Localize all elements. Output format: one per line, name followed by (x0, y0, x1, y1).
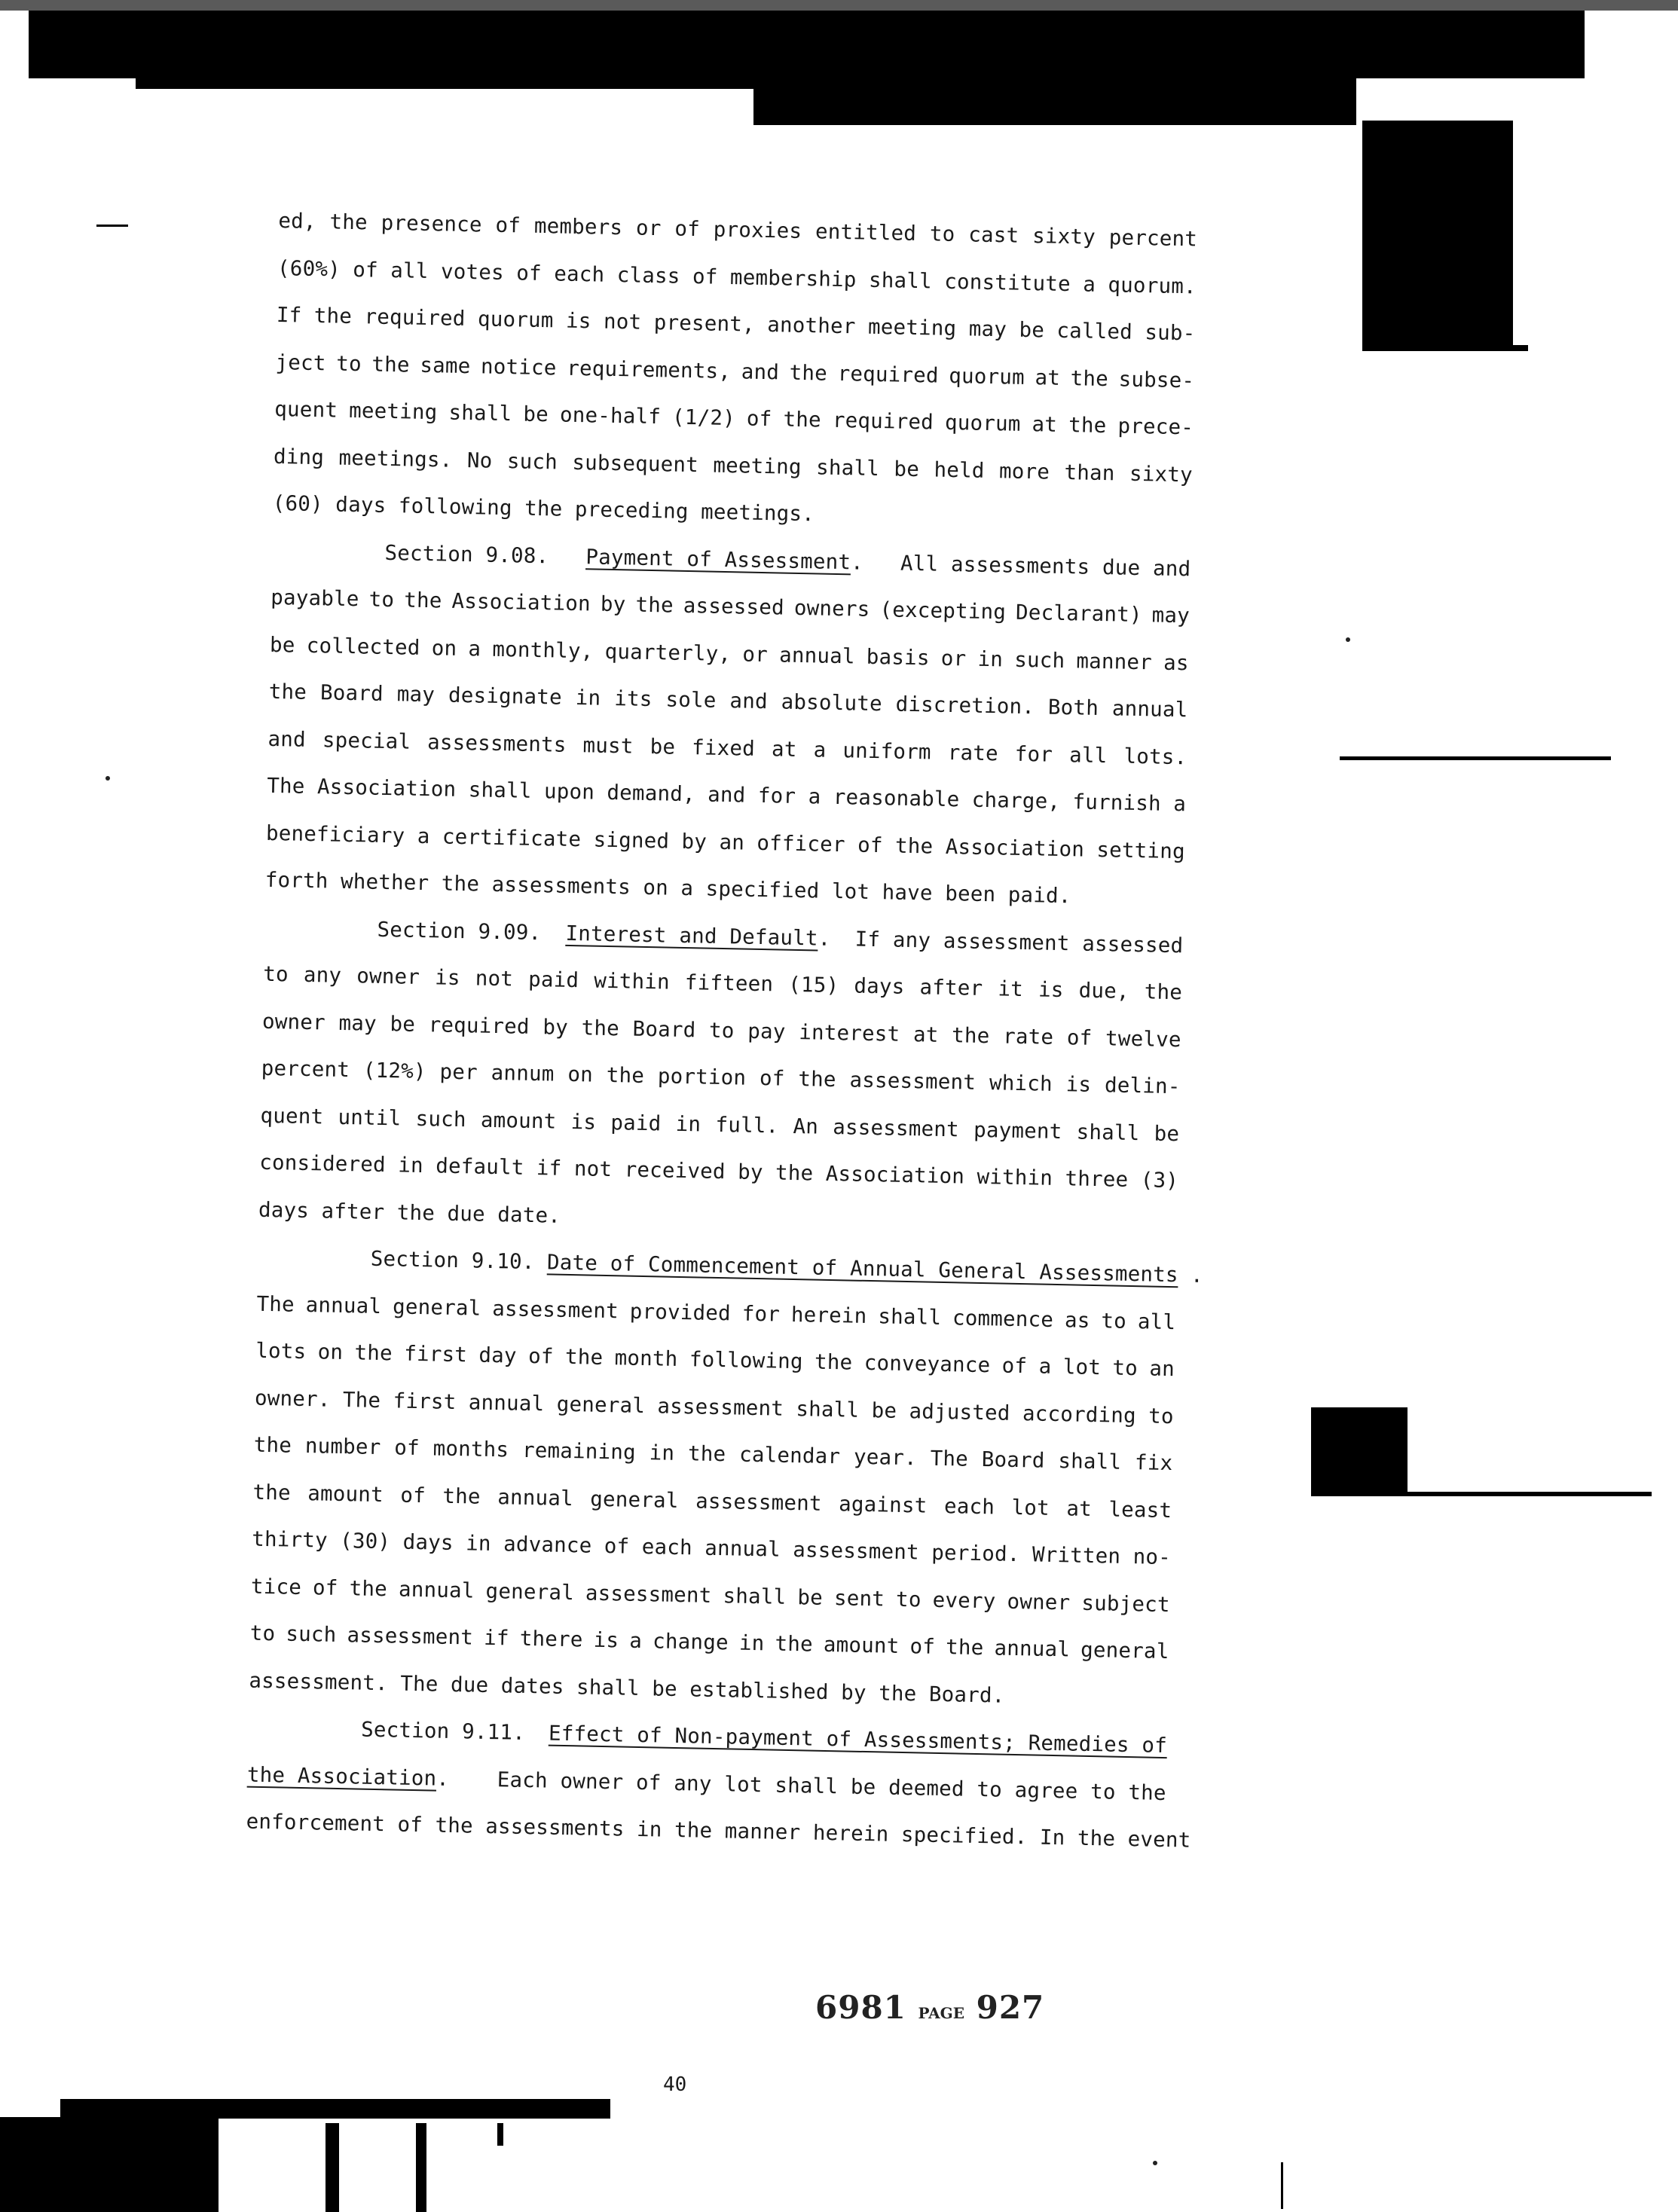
text-line: ed, the presence of members or of proxies entitled to cast sixty percent (278, 208, 1198, 252)
section-lead-text: Each owner of any lot shall be deemed to agree to the (497, 1767, 1167, 1805)
section-title: Effect of Non-payment of Assessments; Remedies of (548, 1721, 1168, 1758)
scan-line-bottom-right (1281, 2162, 1283, 2209)
scan-speck (1346, 637, 1350, 642)
text-line: quent meeting shall be one-half (1/2) of the required quorum at the prece- (274, 396, 1194, 440)
text-line: (60%) of all votes of each class of membership shall constitute a quorum. (277, 255, 1197, 298)
text-line: to any owner is not paid within fifteen (15) days after it is due, the (262, 961, 1183, 1005)
text-line: lots on the first day of the month following the conveyance of a lot to an (255, 1338, 1175, 1382)
text-line: The annual general assessment provided for herein shall commence as to all (256, 1291, 1176, 1334)
section-number: Section 9.09. (377, 917, 542, 945)
text-line: the Board may designate in its sole and absolute discretion. Both annual (268, 679, 1188, 723)
scan-bar-bottom-1 (326, 2123, 339, 2212)
section-heading-line: Section 9.10. Date of Commencement of Annual General Assessments . (257, 1233, 1177, 1299)
scan-rule-top-2 (753, 89, 1356, 125)
text-line: The Association shall upon demand, and for a reasonable charge, furnish a (267, 773, 1187, 817)
text-line: quent until such amount is paid in full. An assessment payment shall be (260, 1103, 1180, 1146)
scan-border-bottom-block (0, 2117, 219, 2212)
section-title: Payment of Assessment (585, 544, 851, 574)
section-number: Section 9.08. (384, 540, 549, 568)
section-9-08 (264, 527, 1191, 921)
text-line: ding meetings. No such subsequent meeting shall be held more than sixty (273, 444, 1194, 487)
stamp-page-mark: PAGE (918, 2004, 964, 2022)
text-line: tice of the annual general assessment shall be sent to every owner subject (250, 1574, 1171, 1617)
scan-speck (105, 776, 110, 781)
scan-rule-right-low (1311, 1492, 1652, 1496)
scan-border-right-top (1362, 121, 1513, 347)
section-lead-text: If any assessment assessed (854, 927, 1184, 958)
text-line: percent (12%) per annum on the portion of the assessment which is delin- (261, 1056, 1181, 1099)
text-line: ject to the same notice requirements, and the required quorum at the subse- (275, 350, 1195, 393)
section-9-10 (249, 1233, 1204, 1722)
scan-rule-top (136, 78, 1356, 89)
stamp-book-number: 6981 (815, 1989, 906, 2026)
scan-speck (1153, 2161, 1157, 2165)
recording-stamp (815, 1989, 1044, 2026)
text-line: owner may be required by the Board to pay interest at the rate of twelve (261, 1009, 1181, 1052)
scan-border-top (29, 11, 1585, 78)
scan-block-right-low (1311, 1407, 1408, 1495)
scan-border-top-thin (0, 0, 1678, 11)
text-line: enforcement of the assessments in the manner herein specified. In the event (246, 1809, 1191, 1853)
scan-tick-left (96, 225, 128, 227)
section-number: Section 9.10. (370, 1246, 535, 1275)
text-line: If the required quorum is not present, another meeting may be called sub- (276, 302, 1196, 346)
scan-rule-right-mid (1340, 756, 1611, 760)
text-line: be collected on a monthly, quarterly, or annual basis or in such manner as (269, 632, 1190, 675)
text-line: assessment. The due dates shall be established by the Board. (249, 1668, 1005, 1708)
paragraph-quorum (272, 197, 1198, 545)
section-title-continued: the Association (246, 1762, 437, 1791)
text-line: beneficiary a certificate signed by an officer of the Association setting (265, 820, 1186, 863)
section-heading-line: Section 9.09. Interest and Default. If any assessment assessed (264, 903, 1184, 969)
text-line: to such assessment if there is a change in the amount of the annual general (249, 1621, 1169, 1664)
text-line: thirty (30) days in advance of each annual assessment period. Written no- (251, 1526, 1172, 1570)
scan-bar-bottom-3 (497, 2123, 503, 2146)
section-heading-line: Section 9.08. Payment of Assessment. All assessments due and (271, 527, 1191, 592)
text-line: owner. The first annual general assessment shall be adjusted according to (254, 1386, 1175, 1428)
section-9-11 (246, 1704, 1191, 1864)
section-title: Date of Commencement of Annual General Assessments (546, 1250, 1179, 1288)
scan-rule-right-top (1362, 345, 1528, 351)
text-line: payable to the Association by the assessed owners (excepting Declarant) may (270, 585, 1190, 628)
scan-border-bottom (60, 2099, 610, 2119)
text-line: considered in default if not received by the Association within three (3) (258, 1150, 1179, 1193)
stamp-page-number: 927 (976, 1989, 1045, 2026)
text-line: forth whether the assessments on a specified lot have been paid. (264, 867, 1071, 909)
text-line: the number of months remaining in the calendar year. The Board shall fix (253, 1432, 1173, 1476)
section-title: Interest and Default (565, 921, 819, 951)
page-number: 40 (663, 2073, 687, 2096)
text-line: days after the due date. (258, 1197, 561, 1228)
scan-bar-bottom-2 (416, 2123, 426, 2212)
text-line: and special assessments must be fixed at a uniform rate for all lots. (267, 726, 1187, 769)
section-number: Section 9.11. (360, 1717, 526, 1745)
document-body (246, 197, 1204, 1864)
text-line: (60) days following the preceding meetings. (272, 490, 815, 527)
section-lead-text: All assessments due and (900, 551, 1191, 581)
section-9-09 (258, 903, 1184, 1251)
section-heading-continuation: the Association. Each owner of any lot shall be deemed to agree to the (246, 1751, 1166, 1816)
text-line: the amount of the annual general assessment against each lot at least (252, 1480, 1172, 1523)
